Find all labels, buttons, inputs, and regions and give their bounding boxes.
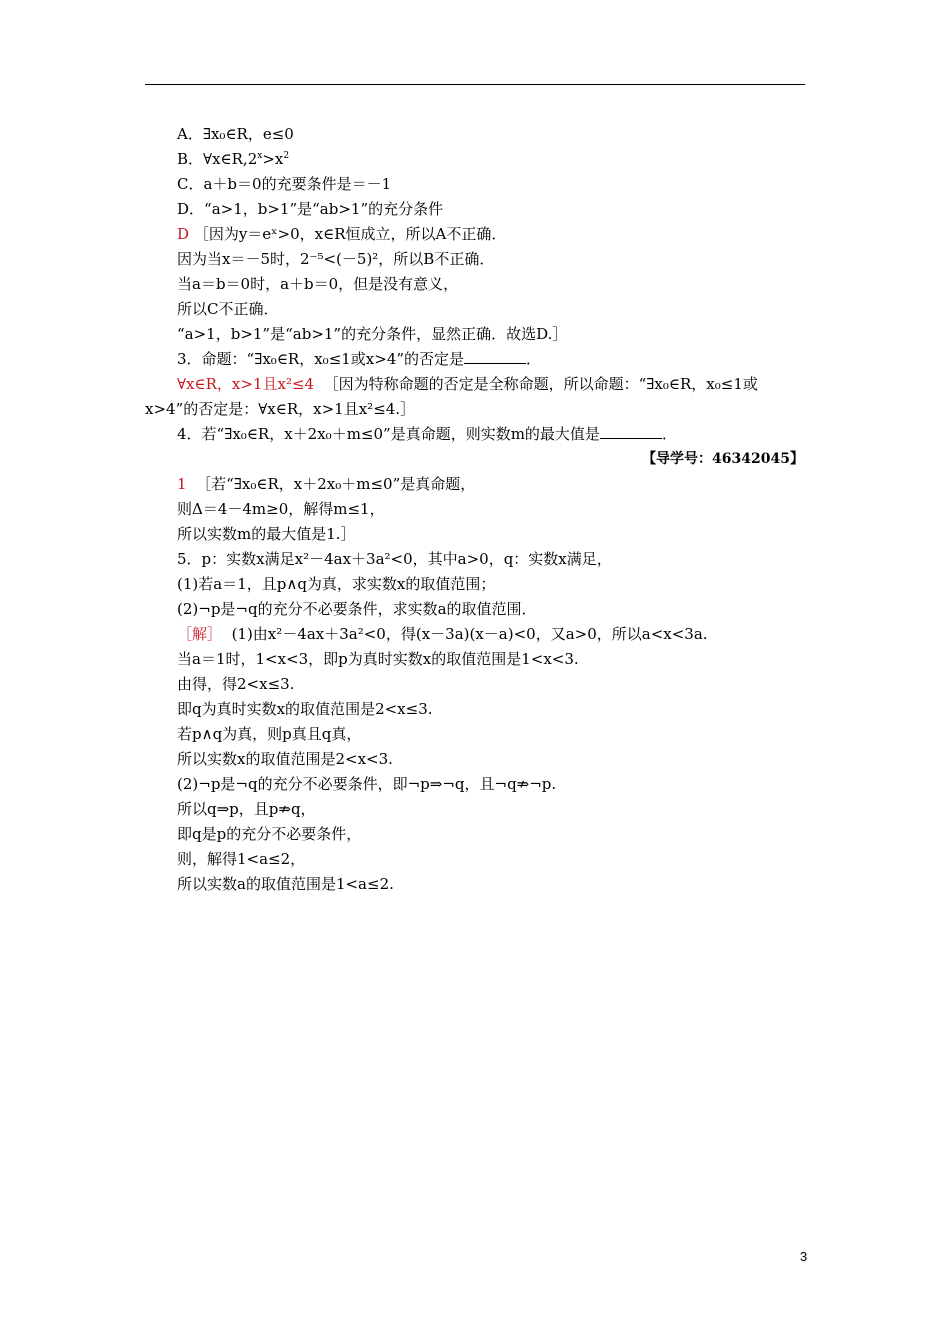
q2-explain-5: “a>1，b>1”是“ab>1”的充分条件，显然正确．故选D.］ bbox=[177, 325, 568, 343]
option-d: D．“a>1，b>1”是“ab>1”的充分条件 bbox=[177, 200, 444, 218]
option-b: B．$\forall x\in R,2^x>x^2$ bbox=[177, 150, 290, 168]
q3-question: 3．命题：“∃x₀∈R，x₀≤1或x>4”的否定是 ． bbox=[177, 350, 542, 368]
q5-solution-line: ［解］ (1)由x²－4ax＋3a²<0，得(x－3a)(x－a)<0，又a>0，所以a<x<3a. bbox=[177, 625, 708, 643]
q4-answer-line: 1 ［若“∃x₀∈R，x＋2x₀＋m≤0”是真命题， bbox=[177, 475, 476, 493]
q5-sol-11: 所以实数a的取值范围是1<a≤2. bbox=[177, 875, 394, 893]
q4-answer: 1 bbox=[177, 475, 187, 493]
answer-blank bbox=[600, 426, 662, 439]
q2-answer-label: D bbox=[177, 225, 190, 243]
option-c: C．a＋b＝0的充要条件是＝－1 bbox=[177, 175, 392, 193]
option-a: A．∃x₀∈R，e≤0 bbox=[177, 125, 294, 143]
q5-sol-7: (2)¬p是¬q的充分不必要条件，即¬p⇒¬q，且¬q⇏¬p. bbox=[177, 775, 557, 793]
q5-sol-8: 所以q⇒p，且p⇏q， bbox=[177, 800, 316, 818]
q5-part-1: (1)若a＝1，且p∧q为真，求实数x的取值范围； bbox=[177, 575, 496, 593]
q2-explain-4: 所以C不正确． bbox=[177, 300, 279, 318]
q4-explain-3: 所以实数m的最大值是1.］ bbox=[177, 525, 356, 543]
q3-explain-2: x>4”的否定是：∀x∈R，x>1且x²≤4.］ bbox=[145, 400, 416, 418]
q5-sol-6: 所以实数x的取值范围是2<x<3. bbox=[177, 750, 393, 768]
q5-sol-5: 若p∧q为真，则p真且q真， bbox=[177, 725, 362, 743]
q5-sol-2: 当a＝1时，1<x<3，即p为真时实数x的取值范围是1<x<3. bbox=[177, 650, 579, 668]
q5-sol-3: 由得，得2<x≤3. bbox=[177, 675, 295, 693]
q5-stem: 5．p：实数x满足x²－4ax＋3a²<0，其中a>0，q：实数x满足， bbox=[177, 550, 612, 568]
q2-explain-3: 当a＝b＝0时，a＋b＝0，但是没有意义， bbox=[177, 275, 459, 293]
page-number: 3 bbox=[800, 1249, 808, 1264]
q5-sol-9: 即q是p的充分不必要条件， bbox=[177, 825, 362, 843]
q5-sol-4: 即q为真时实数x的取值范围是2<x≤3. bbox=[177, 700, 433, 718]
q2-answer-line: D ［因为y＝eˣ>0，x∈R恒成立，所以A不正确． bbox=[177, 225, 507, 243]
q4-question: 4．若“∃x₀∈R，x＋2x₀＋m≤0”是真命题，则实数m的最大值是 ． bbox=[177, 425, 677, 443]
q3-answer: ∀x∈R，x>1且x²≤4 bbox=[177, 375, 315, 393]
answer-blank bbox=[464, 351, 526, 364]
solution-label: ［解］ bbox=[177, 625, 223, 643]
q5-sol-10: 则，解得1<a≤2， bbox=[177, 850, 306, 868]
q4-explain-2: 则Δ＝4－4m≥0，解得m≤1， bbox=[177, 500, 385, 518]
q3-answer-line: ∀x∈R，x>1且x²≤4 ［因为特称命题的否定是全称命题，所以命题：“∃x₀∈R，x₀≤1或 bbox=[177, 375, 758, 393]
header-rule bbox=[145, 84, 805, 85]
reference-number: 【导学号：46342045】 bbox=[642, 451, 804, 467]
q5-part-2: (2)¬p是¬q的充分不必要条件，求实数a的取值范围． bbox=[177, 600, 537, 618]
q2-explain-2: 因为当x＝－5时，2⁻⁵<(－5)²，所以B不正确． bbox=[177, 250, 495, 268]
